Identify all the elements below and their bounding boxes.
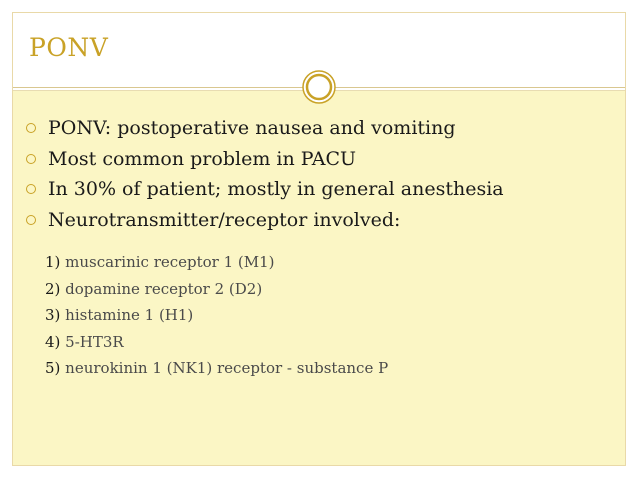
slide-title: PONV: [29, 33, 109, 62]
double-circle-icon: [302, 70, 336, 104]
receptor-list: [45, 249, 605, 382]
bullet-text: PONV: postoperative nausea and vomiting: [48, 117, 456, 139]
bullet-item: [22, 174, 612, 205]
receptor-text: 5-HT3R: [60, 332, 124, 351]
receptor-item: [45, 302, 605, 329]
receptor-number: 3): [45, 306, 61, 324]
receptor-text: neurokinin 1 (NK1) receptor - substance P: [60, 359, 389, 377]
hollow-circle-bullet-icon: [26, 184, 36, 194]
bullet-item: [22, 144, 612, 175]
bullet-text: Most common problem in PACU: [48, 147, 357, 170]
receptor-number: 5): [45, 359, 61, 377]
bullet-text: In 30% of patient; mostly in general anesthesia: [48, 178, 504, 200]
bullet-item: [22, 205, 612, 236]
receptor-number: 4): [45, 332, 61, 351]
receptor-number: 2): [45, 279, 61, 298]
bullet-list: [22, 113, 612, 235]
receptor-text: muscarinic receptor 1 (M1): [60, 253, 275, 271]
receptor-item: [45, 276, 605, 303]
bullet-text: Neurotransmitter/receptor involved:: [48, 208, 401, 231]
receptor-text: dopamine receptor 2 (D2): [60, 279, 263, 298]
hollow-circle-bullet-icon: [26, 154, 36, 164]
hollow-circle-bullet-icon: [26, 123, 36, 133]
receptor-item: [45, 329, 605, 356]
hollow-circle-bullet-icon: [26, 215, 36, 225]
bullet-item: [22, 113, 612, 144]
receptor-number: 1): [45, 253, 61, 271]
receptor-text: histamine 1 (H1): [60, 306, 194, 324]
receptor-item: [45, 355, 605, 382]
receptor-item: [45, 249, 605, 276]
